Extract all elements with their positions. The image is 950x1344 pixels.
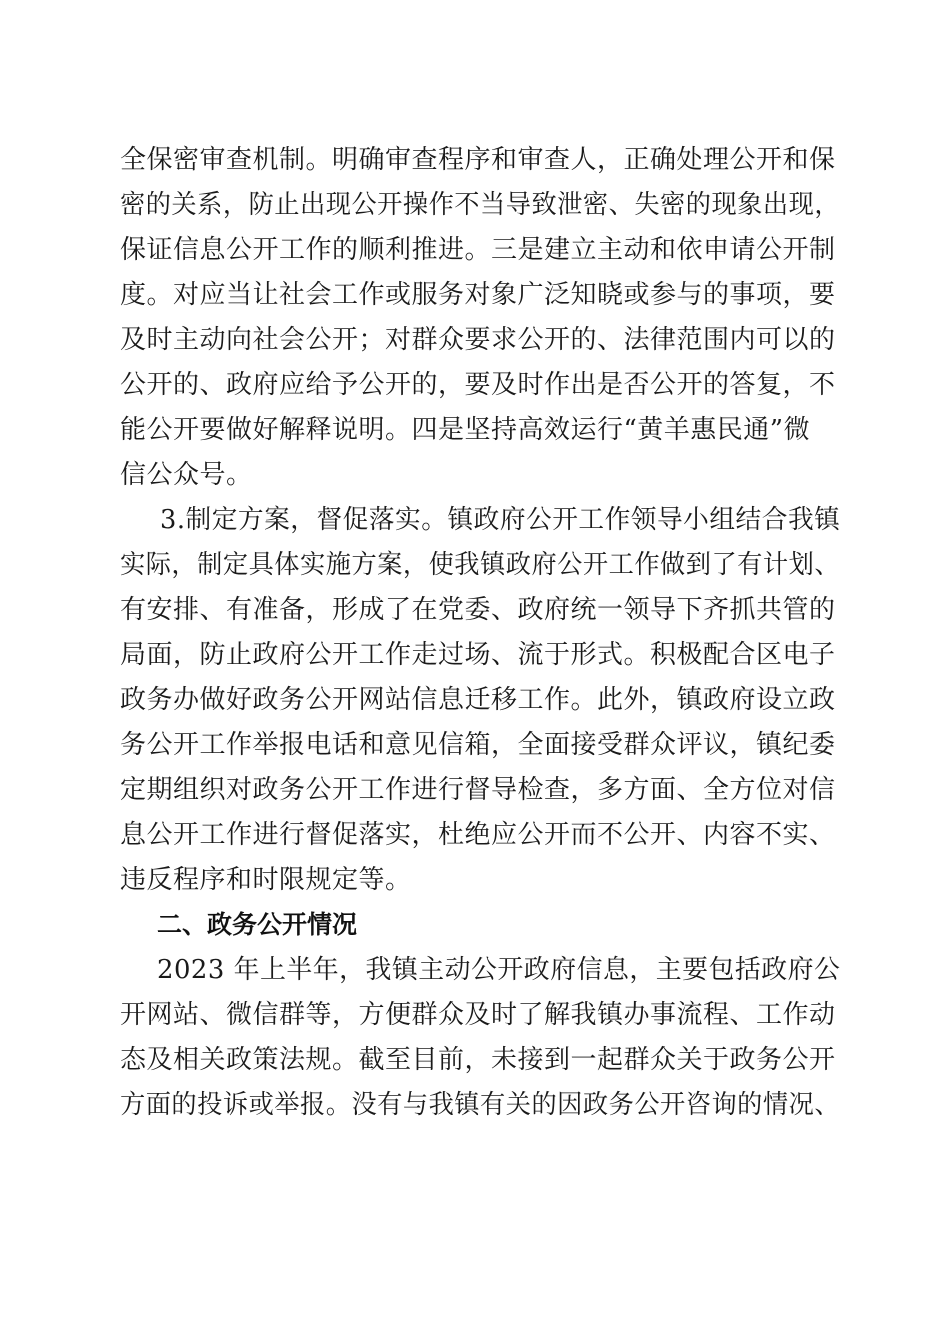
text-line: 保证信息公开工作的顺利推进。三是建立主动和依申请公开制 [120, 235, 836, 265]
text-line: 方面的投诉或举报。没有与我镇有关的因政务公开咨询的情况、 [120, 1090, 841, 1120]
text-line: 信公众号。 [120, 460, 253, 490]
text-line: 实际，制定具体实施方案，使我镇政府公开工作做到了有计划、 [120, 550, 841, 580]
text-line: 局面，防止政府公开工作走过场、流于形式。积极配合区电子 [120, 640, 836, 670]
section-heading: 二、政务公开情况 [157, 910, 358, 939]
text-line: 能公开要做好解释说明。四是坚持高效运行“黄羊惠民通”微 [120, 415, 811, 445]
text-line: 密的关系，防止出现公开操作不当导致泄密、失密的现象出现， [120, 190, 841, 220]
text-line: 公开的、政府应给予公开的，要及时作出是否公开的答复，不 [120, 370, 836, 400]
text-line: 定期组织对政务公开工作进行督导检查，多方面、全方位对信 [120, 775, 836, 805]
text-line: 2023 年上半年，我镇主动公开政府信息，主要包括政府公 [157, 955, 841, 985]
text-line: 政务办做好政务公开网站信息迁移工作。此外，镇政府设立政 [120, 685, 836, 715]
text-line: 度。对应当让社会工作或服务对象广泛知晓或参与的事项，要 [120, 280, 836, 310]
text-line: 态及相关政策法规。截至目前，未接到一起群众关于政务公开 [120, 1045, 836, 1075]
text-line: 违反程序和时限规定等。 [120, 865, 412, 895]
text-line: 3.制定方案，督促落实。镇政府公开工作领导小组结合我镇 [160, 505, 841, 535]
text-line: 息公开工作进行督促落实，杜绝应公开而不公开、内容不实、 [120, 820, 836, 850]
text-line: 有安排、有准备，形成了在党委、政府统一领导下齐抓共管的 [120, 595, 836, 625]
text-line: 开网站、微信群等，方便群众及时了解我镇办事流程、工作动 [120, 1000, 836, 1030]
text-line: 务公开工作举报电话和意见信箱，全面接受群众评议，镇纪委 [120, 730, 836, 760]
text-line: 及时主动向社会公开；对群众要求公开的、法律范围内可以的 [120, 325, 836, 355]
text-line: 全保密审查机制。明确审查程序和审查人，正确处理公开和保 [120, 145, 836, 175]
